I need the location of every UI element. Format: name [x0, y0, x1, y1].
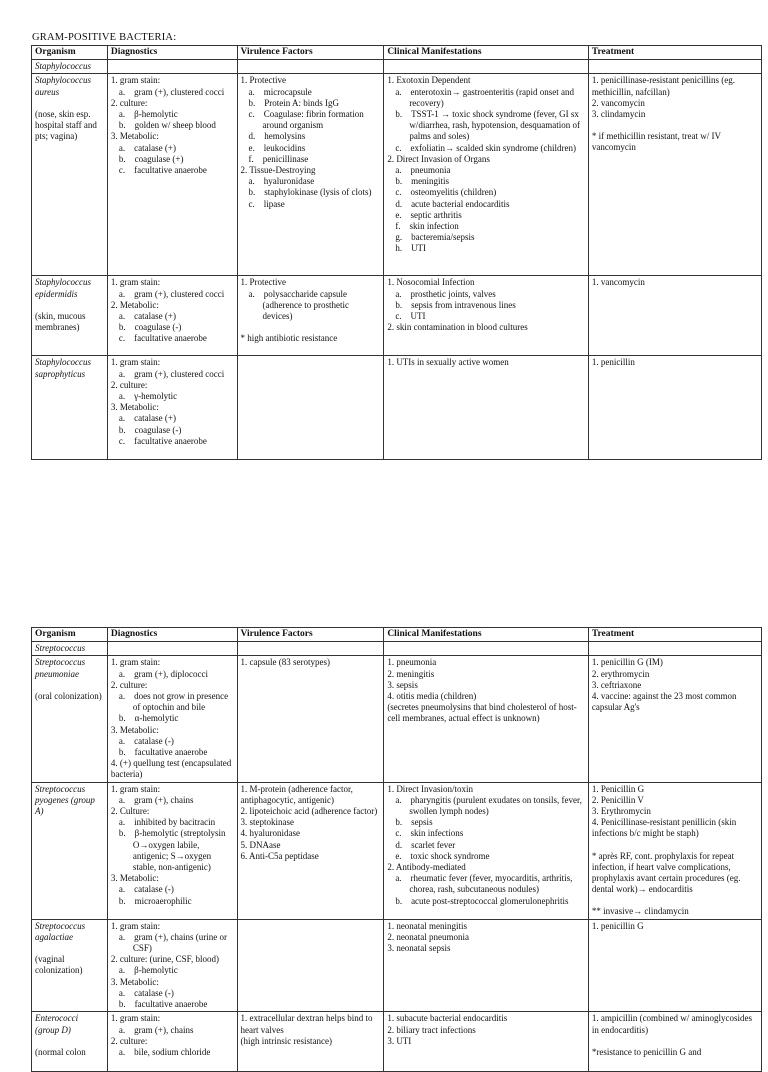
organism-cell — [32, 1012, 108, 1072]
cell-line: 1. ampicillin (combined w/ aminoglycosides in endocarditis) — [591, 1013, 753, 1035]
cell-line: c. lipase — [248, 198, 285, 209]
cell-line: a. catalase (+) — [118, 413, 176, 424]
cell-line: a. inhibited by bacitracin — [118, 817, 216, 828]
cell-line: 1. penicillinase-resistant penicillins (eg. methicillin, nafcillan) — [591, 75, 736, 97]
cell-line: a. gram (+), chains — [118, 1024, 194, 1035]
organism-note: (oral colonization) — [35, 690, 102, 701]
cell-line: 2. erythromycin — [591, 668, 650, 679]
cell-line: g. bacteremia/sepsis — [395, 232, 475, 243]
diagnostics-cell — [107, 656, 237, 782]
cell-line: 3. Metabolic: — [110, 131, 159, 142]
cell-line: a. gram (+), clustered cocci — [118, 368, 225, 379]
cell-line: 1. gram stain: — [110, 1013, 161, 1024]
staphylococcus-table — [31, 45, 762, 460]
organism-name: Streptococcus pneumoniae — [35, 657, 86, 679]
cell-line: 3. steptokinase — [240, 817, 295, 828]
cell-line: 3. neonatal sepsis — [387, 943, 451, 954]
header-treatment: Treatment — [588, 628, 761, 642]
cell-line: c. skin infections — [395, 828, 464, 839]
cell-line: 1. Exotoxin Dependent — [387, 75, 471, 86]
header-treatment: Treatment — [588, 46, 761, 60]
cell-line: d. hemolysins — [248, 131, 306, 142]
cell-line: 1. Direct Invasion/toxin — [387, 783, 474, 794]
virulence-cell — [237, 356, 384, 460]
cell-line: b. TSST-1 → toxic shock syndrome (fever, GI sx w/diarrhea, rash, hypotension, desquamation of palms and soles) — [395, 109, 581, 142]
header-clinical: Clinical Manifestations — [384, 46, 589, 60]
table-row — [32, 1012, 762, 1072]
cell-line: 2. culture: (urine, CSF, blood) — [110, 954, 219, 965]
streptococcus-table — [31, 627, 762, 1072]
section-label: Staphylococcus — [32, 60, 108, 74]
header-organism: Organism — [32, 46, 108, 60]
cell-line: a. catalase (+) — [118, 311, 176, 322]
cell-line: 1. gram stain: — [110, 783, 161, 794]
cell-line: 6. Anti-C5a peptidase — [240, 850, 319, 861]
cell-line: f. penicillinase — [248, 153, 309, 164]
cell-line: a. β-hemolytic — [118, 965, 178, 976]
cell-line: 2. vancomycin — [591, 97, 645, 108]
cell-line: c. exfoliatin→ scalded skin syndrome (children) — [395, 142, 577, 153]
organism-name: Staphylococcus aureus — [35, 75, 91, 97]
cell-line: a. microcapsule — [248, 86, 312, 97]
cell-line: b. α-hemolytic — [118, 713, 179, 724]
cell-line: 1. subacute bacterial endocarditis — [387, 1013, 508, 1024]
diagnostics-cell — [107, 1012, 237, 1072]
table-row — [32, 919, 762, 1012]
diagnostics-cell — [107, 74, 237, 276]
organism-name: Enterococci (group D) — [35, 1013, 79, 1035]
cell-line: c. facultative anaerobe — [118, 333, 207, 344]
cell-line: a. catalase (-) — [118, 987, 174, 998]
cell-line: e. leukocidins — [248, 142, 306, 153]
cell-line: 2. skin contamination in blood cultures — [387, 322, 528, 333]
cell-line: 2. Direct Invasion of Organs — [387, 153, 490, 164]
organism-note: (skin, mucous membranes) — [35, 310, 86, 333]
clinical-cell — [384, 782, 589, 919]
clinical-cell — [384, 1012, 589, 1072]
cell-line: * if methicillin resistant, treat w/ IV vancomycin — [591, 131, 721, 153]
cell-line: 1. gram stain: — [110, 277, 161, 288]
cell-line: 1. Protective — [240, 75, 287, 86]
cell-line: d. scarlet fever — [395, 839, 456, 850]
clinical-cell — [384, 656, 589, 782]
header-virulence: Virulence Factors — [237, 628, 384, 642]
cell-line: 2. lipoteichoic acid (adherence factor) — [240, 806, 378, 817]
table-header-row — [32, 628, 762, 642]
cell-line: b. acute post-streptococcal glomerulonephritis — [395, 895, 569, 906]
cell-line: a. pharyngitis (purulent exudates on tonsils, fever, swollen lymph nodes) — [395, 794, 582, 817]
cell-line: b. sepsis — [395, 817, 433, 828]
cell-line: 4. Penicillinase-resistant penillicin (skin infections b/c might be staph) — [591, 817, 737, 839]
cell-line: 4. (+) quellung test (encapsulated bacteria) — [110, 758, 232, 780]
section-label: Streptococcus — [32, 642, 108, 656]
treatment-cell — [588, 356, 761, 460]
organism-name: Streptococcus pyogenes (group A) — [35, 783, 95, 817]
cell-line: 4. otitis media (children) — [387, 691, 477, 702]
cell-line: 3. Metabolic: — [110, 873, 159, 884]
cell-line: a. polysaccharide capsule (adherence to prosthetic devices) — [248, 288, 349, 322]
cell-line: 1. UTIs in sexually active women — [387, 357, 509, 368]
cell-line: c. Coagulase: fibrin formation around organism — [248, 109, 364, 131]
cell-line: 3. UTI — [387, 1035, 412, 1046]
organism-cell — [32, 356, 108, 460]
treatment-cell — [588, 276, 761, 356]
organism-cell — [32, 782, 108, 919]
cell-line: a. catalase (-) — [118, 735, 174, 746]
clinical-cell — [384, 74, 589, 276]
cell-line: 2. culture: — [110, 679, 148, 690]
table-header-row — [32, 46, 762, 60]
diagnostics-cell — [107, 919, 237, 1012]
cell-line: b. golden w/ sheep blood — [118, 120, 216, 131]
organism-cell — [32, 276, 108, 356]
organism-cell — [32, 656, 108, 782]
header-organism: Organism — [32, 628, 108, 642]
cell-line: a. prosthetic joints, valves — [395, 288, 496, 299]
cell-line: 1. penicillin — [591, 357, 635, 368]
cell-line: a. enterotoxin→ gastroenteritis (rapid onset and recovery) — [395, 86, 575, 108]
cell-line: h. UTI — [395, 243, 427, 254]
cell-line: 3. Metabolic: — [110, 724, 159, 735]
cell-line: * après RF, cont. prophylaxis for repeat infection, if heart valve complications, prophylaxis avant certain procedures (eg. dental work)→ endocarditis — [591, 850, 741, 895]
virulence-cell — [237, 919, 384, 1012]
cell-line: c. facultative anaerobe — [118, 165, 207, 176]
organism-note: (vaginal colonization) — [35, 954, 83, 976]
cell-line: 2. Antibody-mediated — [387, 862, 466, 873]
cell-line: 1. neonatal meningitis — [387, 920, 468, 931]
organism-note: (normal colon — [35, 1046, 86, 1057]
cell-line: a. catalase (+) — [118, 142, 176, 153]
table-row — [32, 276, 762, 356]
table-row — [32, 356, 762, 460]
virulence-cell — [237, 782, 384, 919]
cell-line: b. β-hemolytic (streptolysin O→oxygen labile, antigenic; S→oxygen stable, non-antigenic) — [118, 828, 226, 873]
cell-line: * high antibiotic resistance — [240, 333, 338, 344]
virulence-cell — [237, 276, 384, 356]
cell-line: a. gram (+), diplococci — [118, 668, 208, 679]
clinical-cell — [384, 919, 589, 1012]
virulence-cell — [237, 1012, 384, 1072]
organism-cell — [32, 74, 108, 276]
treatment-cell — [588, 919, 761, 1012]
clinical-cell — [384, 356, 589, 460]
cell-line: a. gram (+), clustered cocci — [118, 86, 225, 97]
treatment-cell — [588, 1012, 761, 1072]
cell-line: b. facultative anaerobe — [118, 747, 208, 758]
cell-line: b. staphylokinase (lysis of clots) — [248, 187, 372, 198]
cell-line: 3. sepsis — [387, 679, 418, 690]
organism-name: Staphylococcus saprophyticus — [35, 357, 91, 379]
cell-line: 2. Culture: — [110, 806, 150, 817]
organism-name: Streptococcus agalactiae — [35, 920, 86, 942]
organism-cell — [32, 919, 108, 1012]
table-row — [32, 74, 762, 276]
cell-line: 1. vancomycin — [591, 277, 645, 288]
cell-line: a. rheumatic fever (fever, myocarditis, arthritis, chorea, rash, subcutaneous nodules) — [395, 873, 573, 895]
diagnostics-cell — [107, 276, 237, 356]
cell-line: 1. gram stain: — [110, 75, 161, 86]
cell-line: c. UTI — [395, 311, 426, 322]
cell-line: 1. penicillin G — [591, 920, 644, 931]
cell-line: 2. meningitis — [387, 668, 435, 679]
cell-line: 2. culture: — [110, 1035, 148, 1046]
cell-line: 3. Metabolic: — [110, 976, 159, 987]
section-row — [32, 642, 762, 656]
cell-line: b. Protein A: binds IgG — [248, 97, 340, 108]
cell-line: 4. vaccine: against the 23 most common capsular Ag's — [591, 691, 737, 713]
cell-line: 1. gram stain: — [110, 657, 161, 668]
virulence-cell — [237, 74, 384, 276]
cell-line: 1. gram stain: — [110, 357, 161, 368]
cell-line: 3. Metabolic: — [110, 402, 159, 413]
cell-line: 2. biliary tract infections — [387, 1024, 476, 1035]
virulence-cell — [237, 656, 384, 782]
header-diagnostics: Diagnostics — [107, 628, 237, 642]
section-row — [32, 60, 762, 74]
cell-line: e. toxic shock syndrome — [395, 850, 490, 861]
cell-line: 5. DNAase — [240, 839, 281, 850]
document-title: GRAM-POSITIVE BACTERIA: — [32, 32, 177, 43]
cell-line: 1. gram stain: — [110, 920, 161, 931]
cell-line: 2. Penicillin V — [591, 794, 644, 805]
organism-note: (nose, skin esp. hospital staff and pts; vagina) — [35, 108, 97, 142]
cell-line: a. does not grow in presence of optochin and bile — [118, 691, 229, 713]
cell-line: 1. capsule (83 serotypes) — [240, 657, 330, 668]
cell-line: f. skin infection — [395, 221, 459, 232]
cell-line: 1. M-protein (adherence factor, antiphagocytic, antigenic) — [240, 783, 353, 805]
cell-line: 1. penicillin G (IM) — [591, 657, 663, 668]
cell-line: b. meningitis — [395, 176, 450, 187]
clinical-cell — [384, 276, 589, 356]
cell-line: a. hyaluronidase — [248, 176, 315, 187]
cell-line: a. bile, sodium chloride — [118, 1046, 211, 1057]
header-virulence: Virulence Factors — [237, 46, 384, 60]
cell-line: ** invasive→ clindamycin — [591, 906, 689, 917]
cell-line: a. catalase (-) — [118, 884, 174, 895]
treatment-cell — [588, 656, 761, 782]
cell-line: 2. culture: — [110, 97, 148, 108]
cell-line: 1. Penicillin G — [591, 783, 645, 794]
cell-line: b. facultative anaerobe — [118, 999, 208, 1010]
cell-line: a. gram (+), chains (urine or CSF) — [118, 931, 227, 954]
cell-line: a. gram (+), clustered cocci — [118, 288, 225, 299]
cell-line: c. facultative anaerobe — [118, 435, 207, 446]
organism-name: Staphylococcus epidermidis — [35, 277, 91, 299]
cell-line: b. coagulase (-) — [118, 424, 182, 435]
cell-line: 3. clindamycin — [591, 109, 646, 120]
cell-line: b. coagulase (+) — [118, 153, 184, 164]
cell-line: 2. neonatal pneumonia — [387, 931, 470, 942]
cell-line: (secretes pneumolysins that bind cholesterol of host-cell membranes, actual effect is unknown) — [387, 702, 577, 724]
cell-line: a. γ-hemolytic — [118, 391, 178, 402]
cell-line: 1. Nosocomial Infection — [387, 277, 475, 288]
treatment-cell — [588, 74, 761, 276]
header-diagnostics: Diagnostics — [107, 46, 237, 60]
cell-line: a. pneumonia — [395, 165, 451, 176]
cell-line: 4. hyaluronidase — [240, 828, 300, 839]
cell-line: b. microaerophilic — [118, 895, 192, 906]
cell-line: 2. Tissue-Destroying — [240, 165, 316, 176]
treatment-cell — [588, 782, 761, 919]
table-row — [32, 782, 762, 919]
cell-line: b. coagulase (-) — [118, 322, 182, 333]
cell-line: 3. ceftriaxone — [591, 679, 642, 690]
cell-line: 2. culture: — [110, 379, 148, 390]
cell-line: a. gram (+), chains — [118, 794, 194, 805]
cell-line: b. sepsis from intravenous lines — [395, 299, 516, 310]
cell-line: c. osteomyelitis (children) — [395, 187, 497, 198]
table-row — [32, 656, 762, 782]
cell-line: 1. pneumonia — [387, 657, 437, 668]
diagnostics-cell — [107, 782, 237, 919]
cell-line: a. β-hemolytic — [118, 109, 178, 120]
cell-line: 1. Protective — [240, 277, 287, 288]
cell-line: 3. Erythromycin — [591, 806, 651, 817]
diagnostics-cell — [107, 356, 237, 460]
cell-line: (high intrinsic resistance) — [240, 1035, 332, 1046]
cell-line: *resistance to penicillin G and — [591, 1046, 702, 1057]
cell-line: 2. Metabolic: — [110, 299, 159, 310]
cell-line: d. acute bacterial endocarditis — [395, 198, 510, 209]
header-clinical: Clinical Manifestations — [384, 628, 589, 642]
cell-line: 1. extracellular dextran helps bind to heart valves — [240, 1013, 373, 1035]
cell-line: e. septic arthritis — [395, 209, 462, 220]
